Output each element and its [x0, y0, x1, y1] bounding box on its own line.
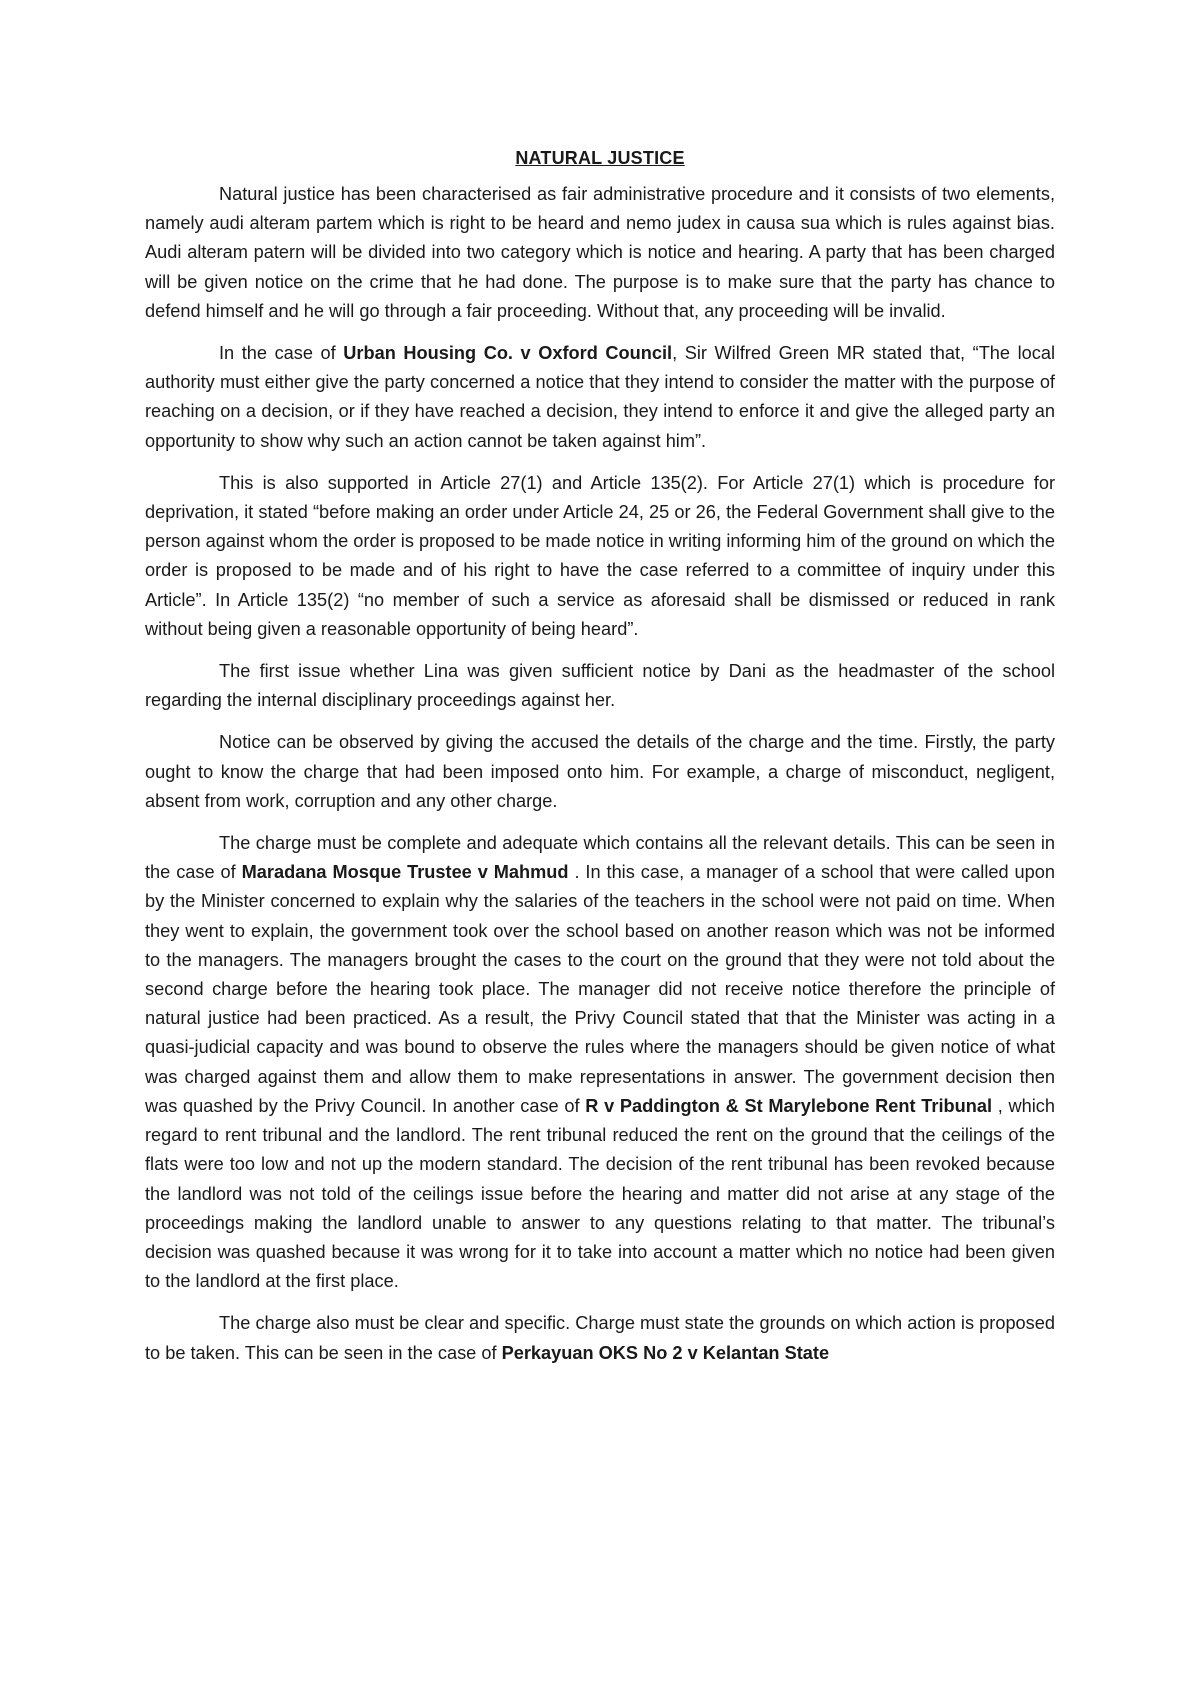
paragraph: [145, 339, 1055, 456]
case-name: R v Paddington & St Marylebone Rent Tribunal: [585, 1095, 993, 1116]
paragraph: [145, 829, 1055, 1296]
paragraph-text: Notice can be observed by giving the accused the details of the charge and the time. Firstly, the party ought to know the charge that had been imposed onto him. For example, a charge of misconduct, negligent, absent from work, corruption and any other charge.: [145, 732, 1055, 811]
paragraph: [145, 469, 1055, 644]
document-body: [145, 180, 1055, 1381]
paragraph-text: In the case of: [219, 343, 344, 364]
paragraph-text: , Sir Wilfred Green MR stated that, “The local authority must either give the party concerned a notice that they intend to consider the matter with the purpose of reaching on a decision, or if they have reached a decision, they intend to enforce it and give the alleged party an opportunity to show why such an action cannot be taken against him”.: [145, 343, 1056, 451]
paragraph-text: This is also supported in Article 27(1) and Article 135(2). For Article 27(1) which is procedure for deprivation, it stated “before making an order under Article 24, 25 or 26, the Federal Government shall give to the person against whom the order is proposed to be made notice in writing informing him of the ground on which the order is proposed to be made and of his right to have the case referred to a committee of inquiry under this Article”. In Article 135(2) “no member of such a service as aforesaid shall be dismissed or reduced in rank without being given a reasonable opportunity of being heard”.: [145, 472, 1055, 639]
paragraph: [145, 657, 1055, 715]
paragraph: [145, 180, 1055, 326]
paragraph-text: The first issue whether Lina was given sufficient notice by Dani as the headmaster of the school regarding the internal disciplinary proceedings against her.: [145, 661, 1055, 711]
paragraph: [145, 1309, 1055, 1367]
case-name: Maradana Mosque Trustee v Mahmud: [241, 862, 569, 883]
document-title: NATURAL JUSTICE: [515, 148, 685, 168]
case-name: Perkayuan OKS No 2 v Kelantan State: [501, 1342, 830, 1363]
paragraph: [145, 728, 1055, 816]
paragraph-text: , which regard to rent tribunal and the landlord. The rent tribunal reduced the rent on the ground that the ceilings of the flats were too low and not up the modern standard. The decision of the rent tribunal has been revoked because the landlord was not told of the ceilings issue before the hearing and matter did not arise at any stage of the proceedings making the landlord unable to answer to any questions relating to that matter. The tribunal’s decision was quashed because it was wrong for it to take into account a matter which no notice had been given to the landlord at the first place.: [145, 1095, 1055, 1292]
paragraph-text: . In this case, a manager of a school that were called upon by the Minister concerned to explain why the salaries of the teachers in the school were not paid on time. When they went to explain, the government took over the school based on another reason which was not be informed to the managers. The managers brought the cases to the court on the ground that they were not told about the second charge before the hearing took place. The manager did not receive notice therefore the principle of natural justice had been practiced. As a result, the Privy Council stated that that the Minister was acting in a quasi-judicial capacity and was bound to observe the rules where the managers should be given notice of what was charged against them and allow them to make representations in answer. The government decision then was quashed by the Privy Council. In another case of: [145, 862, 1056, 1116]
paragraph-text: Natural justice has been characterised as fair administrative procedure and it consists of two elements, namely audi alteram partem which is right to be heard and nemo judex in causa sua which is rules against bias. Audi alteram patern will be divided into two category which is notice and hearing. A party that has been charged will be given notice on the crime that he had done. The purpose is to make sure that the party has chance to defend himself and he will go through a fair proceeding. Without that, any proceeding will be invalid.: [145, 184, 1055, 321]
paragraph-text: The charge must be complete and adequate which contains all the relevant details. This can be seen in the case of: [145, 833, 1055, 883]
case-name: Urban Housing Co. v Oxford Council: [343, 343, 673, 364]
paragraph-text: The charge also must be clear and specific. Charge must state the grounds on which action is proposed to be taken. This can be seen in the case of: [145, 1313, 1055, 1363]
